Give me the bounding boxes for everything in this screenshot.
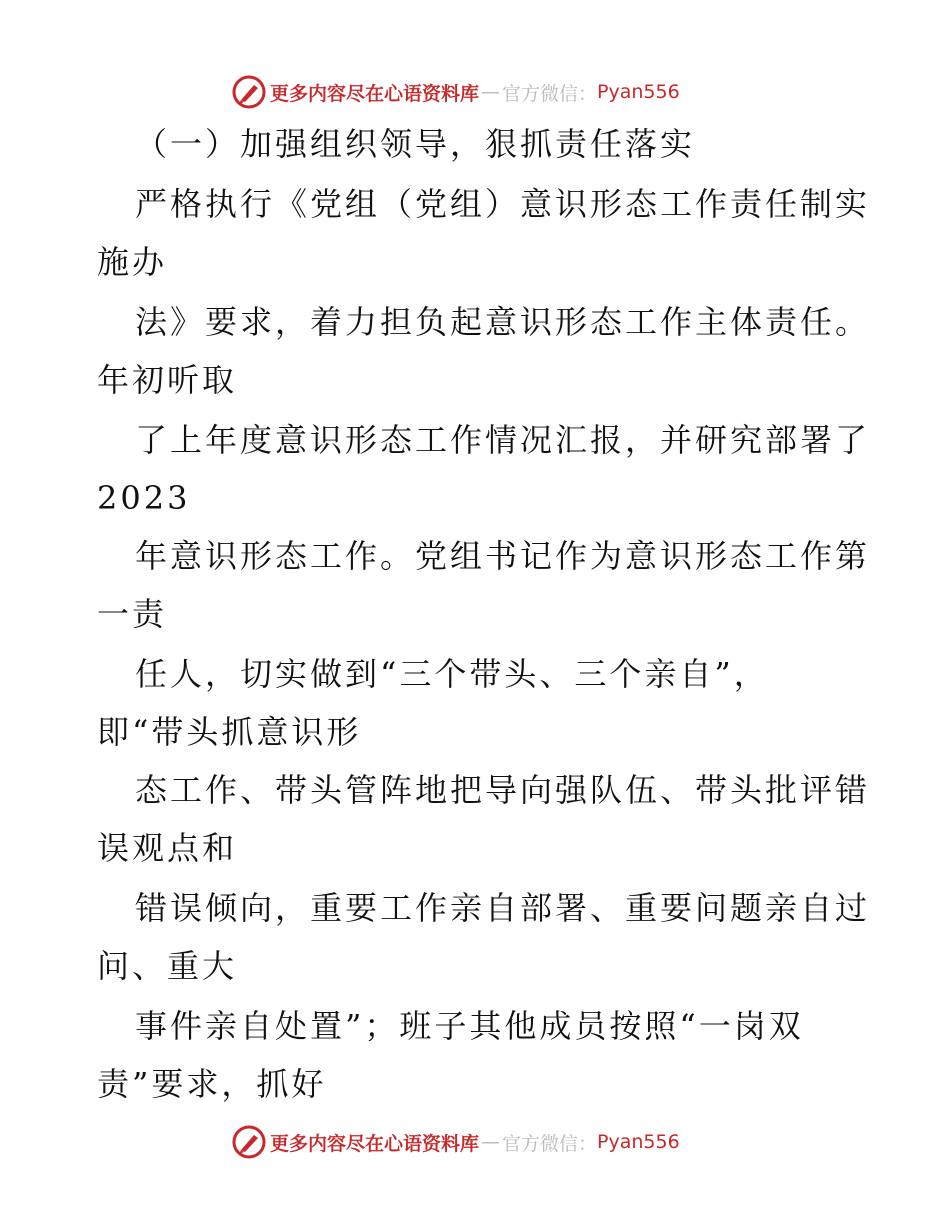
watermark-main-text: 更多内容尽在心语资料库 [270,1132,480,1155]
paragraph-line: 年初听取 [97,361,238,399]
pen-logo-icon [232,1125,266,1159]
paragraph-line: 任人，切实做到“三个带头、三个亲自”， [135,655,769,693]
paragraph-line: 了上年度意识形态工作情况汇报，并研究部署了 [135,421,871,459]
paragraph-line: 施办 [97,243,168,281]
paragraph-line: 一责 [97,595,168,633]
watermark-main-text: 更多内容尽在心语资料库 [270,82,480,105]
watermark-dash: — [481,1131,501,1153]
paragraph-line: 态工作、带头管阵地把导向强队伍、带头批评错 [135,771,871,809]
paragraph-line: 年意识形态工作。党组书记作为意识形态工作第 [135,537,871,575]
paragraph-line: 错误倾向，重要工作亲自部署、重要问题亲自过 [135,889,871,927]
watermark-wechat-label: 官方微信： [502,82,598,105]
watermark-wechat-label: 官方微信： [502,1132,598,1155]
paragraph-line: 误观点和 [97,829,238,867]
watermark-dash: — [481,81,501,103]
paragraph-line: 事件亲自处置”；班子其他成员按照“一岗双 [135,1007,804,1045]
paragraph-line: 问、重大 [97,947,238,985]
paragraph-line: 责”要求，抓好 [97,1065,327,1103]
watermark-wechat-id: Pyan556 [597,1131,680,1153]
watermark-footer [232,1122,680,1162]
paragraph-line: 2023 [97,479,191,517]
section-heading: （一）加强组织领导，狠抓责任落实 [135,125,696,163]
watermark-header [232,72,680,112]
watermark-wechat-id: Pyan556 [597,81,680,103]
pen-logo-icon [232,75,266,109]
paragraph-line: 严格执行《党组（党组）意识形态工作责任制实 [135,185,871,223]
paragraph-line: 即“带头抓意识形 [97,713,362,751]
paragraph-line: 法》要求，着力担负起意识形态工作主体责任。 [135,303,871,341]
